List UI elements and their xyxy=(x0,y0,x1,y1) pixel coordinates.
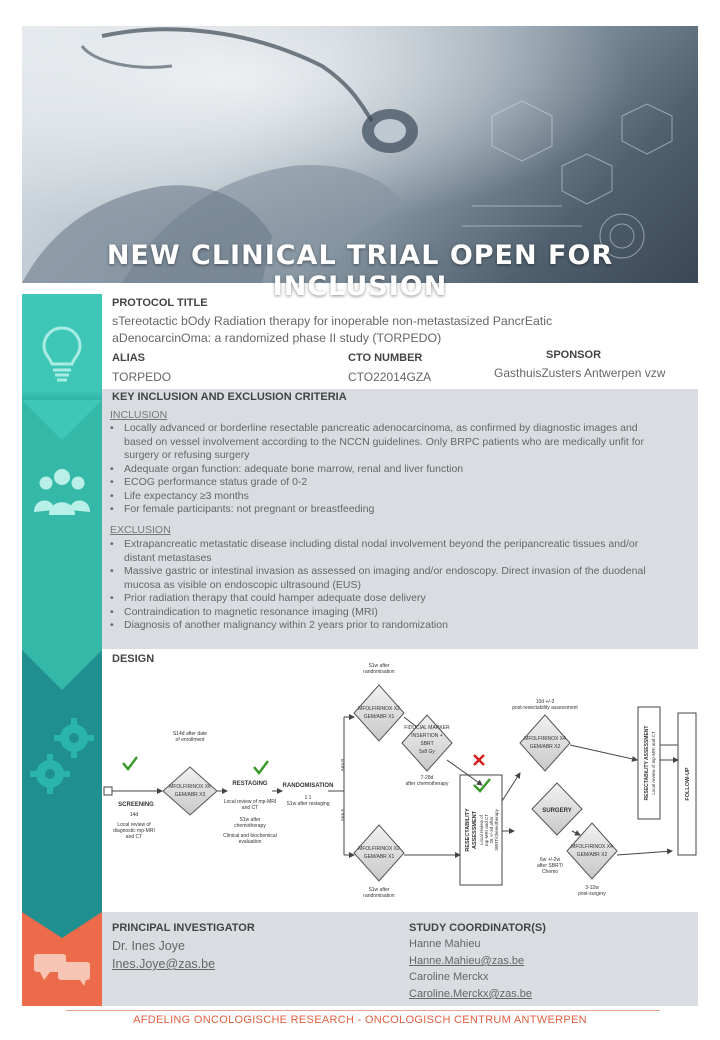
lightbulb-icon xyxy=(22,294,102,400)
protocol-title-line1: sTereotactic bOdy Radiation therapy for inoperable non-metastasized PancrEatic xyxy=(112,314,553,328)
arm-b2-top1: 10d +/-3 xyxy=(535,699,555,705)
criteria-heading: KEY INCLUSION AND EXCLUSION CRITERIA xyxy=(112,391,347,403)
hero-banner xyxy=(22,26,698,302)
arm-a2-label2: GEM/ABR X2 xyxy=(576,852,608,858)
coordinator1-name: Hanne Mahieu xyxy=(409,938,481,950)
restaging-note5: Clinical and biochemical xyxy=(223,833,277,839)
surgery-label: SURGERY xyxy=(542,808,572,814)
followup-label: FOLLOW-UP xyxy=(685,767,691,801)
coordinator2-email-link[interactable]: Caroline.Merckx@zas.be xyxy=(409,988,533,1000)
start-box xyxy=(104,787,112,795)
protocol-band xyxy=(22,294,102,400)
restaging-note6: evaluation xyxy=(238,839,262,845)
diamond-arm-a-1 xyxy=(354,825,404,881)
protocol-heading: PROTOCOL TITLE xyxy=(112,297,208,309)
randomisation-ratio: 1:1 xyxy=(304,795,312,801)
arm-b2-label2: GEM/ABR X2 xyxy=(529,744,561,750)
inclusion-criterion-line: surgery or refusing surgery xyxy=(124,449,250,461)
arm-a2-below2: post-surgery xyxy=(578,891,606,897)
sponsor-value: GasthuisZusters Antwerpen vzw xyxy=(494,366,666,380)
diamond-arm-a-2 xyxy=(567,823,617,879)
inclusion-criterion-line: • Adequate organ function: adequate bone marrow, renal and liver function xyxy=(124,462,464,475)
exclusion-criterion-line: • Extrapancreatic metastatic disease including distal nodal involvement beyond the peripancreatic tissues and/or xyxy=(124,538,639,550)
resect-note2: mp-MRI and CT xyxy=(484,813,489,847)
inclusion-criterion-line: • Life expectancy ≥3 months xyxy=(124,489,249,502)
restaging-note2: and CT xyxy=(241,805,259,811)
pi-heading: PRINCIPAL INVESTIGATOR xyxy=(112,922,255,934)
exclusion-criterion xyxy=(106,565,696,592)
surgery-note1: 6w +/-2w xyxy=(539,857,561,863)
arm-a-label1: MFOLFIRINOX X2 xyxy=(358,846,400,852)
randomisation-label: RANDOMISATION xyxy=(282,783,334,789)
induction-top1: S14d after date xyxy=(172,731,208,737)
cross-icon xyxy=(474,755,484,765)
alias-label: ALIAS xyxy=(112,352,145,364)
coordinator2-name: Caroline Merckx xyxy=(409,971,489,983)
induction-label1: MFOLFIRINOX X6 xyxy=(169,784,211,790)
sbrt-label1: FIDUCIAL MARKER xyxy=(404,725,450,731)
exclusion-list xyxy=(106,538,696,633)
arm-b-label1: MFOLFIRINOX X2 xyxy=(358,706,400,712)
exclusion-criterion xyxy=(106,606,696,620)
coordinators-heading: STUDY COORDINATOR(S) xyxy=(409,922,546,934)
resect-note4: SBRT/chemotherapy xyxy=(494,809,499,851)
surgery-note3: Chemo xyxy=(541,869,559,875)
arm-a-tag: Arm A xyxy=(340,808,345,822)
resect-title1: RESECTABILITY xyxy=(465,808,471,852)
inclusion-criterion xyxy=(106,476,696,490)
gears-icon xyxy=(22,650,102,912)
exclusion-criterion-line: • Contraindication to magnetic resonance imaging (MRI) xyxy=(124,605,378,618)
screening-label: SCREENING xyxy=(118,802,154,808)
inclusion-criterion xyxy=(106,463,696,477)
arm-b2-top2: post-resectability assessment xyxy=(512,705,578,711)
sponsor-label: SPONSOR xyxy=(546,349,602,361)
exclusion-criterion xyxy=(106,619,696,633)
arm-b2-label1: MFOLFIRINOX X4 xyxy=(524,736,566,742)
restaging-note3: S1w after xyxy=(239,817,261,823)
screening-note2: diagnostic mp-MRI xyxy=(113,828,155,834)
screening-days: 14d xyxy=(129,812,139,818)
contact-band xyxy=(22,912,102,1006)
sbrt-label4: 5x8 Gy xyxy=(419,749,435,755)
study-design-flowchart xyxy=(102,655,698,907)
pi-email-link[interactable]: Ines.Joye@zas.be xyxy=(112,957,216,971)
final-assessment-title: RESECTABILITY ASSESSMENT xyxy=(644,725,650,801)
pi-name: Dr. Ines Joye xyxy=(112,939,185,953)
inclusion-criterion-line: based on vessel involvement according to the NCCN guidelines. Only BRPC patients who are medically unfit for xyxy=(124,435,645,448)
footer-divider xyxy=(66,1010,660,1011)
screening-note3: and CT xyxy=(125,834,143,840)
criteria-band xyxy=(22,400,102,650)
arm-b-top2: randomisation xyxy=(363,669,395,675)
inclusion-list xyxy=(106,422,696,517)
sbrt-label3: SBRT xyxy=(420,741,434,747)
diamond-arm-b-2 xyxy=(520,715,570,771)
inclusion-criterion xyxy=(106,503,696,517)
cto-value: CTO22014GZA xyxy=(348,370,432,384)
sbrt-below2: after chemotherapy xyxy=(405,781,449,787)
screening-note1: Local review of xyxy=(117,822,151,828)
alias-value: TORPEDO xyxy=(112,370,172,384)
restaging-note4: chemotherapy xyxy=(234,823,266,829)
sbrt-below1: 7-28d xyxy=(420,775,434,781)
exclusion-criterion-line: mucosa as visible on endoscopic ultrasound (EUS) xyxy=(124,578,361,591)
resect-title2: ASSESSMENT xyxy=(472,811,478,849)
hero-title: NEW CLINICAL TRIAL OPEN FOR INCLUSION xyxy=(106,240,614,302)
sbrt-label2: INSERTION + xyxy=(411,733,443,739)
arm-a2-below1: 3-12w xyxy=(585,885,599,891)
randomisation-note: S1w after restaging xyxy=(286,801,330,807)
arm-b-top1: S1w after xyxy=(368,663,390,669)
inclusion-label: INCLUSION xyxy=(110,409,168,421)
diamond-induction xyxy=(163,767,217,815)
exclusion-criterion-line: • Massive gastric or intestinal invasion as assessed on imaging and/or endoscopy. Direct invasion of the duodenal xyxy=(124,565,646,577)
footer-text: AFDELING ONCOLOGISCHE RESEARCH - ONCOLOGISCH CENTRUM ANTWERPEN xyxy=(133,1014,587,1026)
surgery-note2: after SBRT/ xyxy=(536,863,564,869)
coordinator1-email-link[interactable]: Hanne.Mahieu@zas.be xyxy=(409,955,525,967)
design-heading: DESIGN xyxy=(112,653,155,665)
arm-a-below1: S1w after xyxy=(368,887,390,893)
inclusion-criterion xyxy=(106,490,696,504)
cto-label: CTO NUMBER xyxy=(348,352,423,364)
check-icon xyxy=(254,761,268,773)
design-band xyxy=(22,650,102,912)
restaging-label: RESTAGING xyxy=(232,781,268,787)
check-icon xyxy=(123,757,137,769)
final-assessment-note: Local review of mp-MRI and CT xyxy=(651,731,656,795)
inclusion-criterion-line: • Locally advanced or borderline resectable pancreatic adenocarcinoma, as confirmed by diagnostic images and xyxy=(124,422,638,434)
exclusion-criterion xyxy=(106,592,696,606)
exclusion-criterion xyxy=(106,538,696,565)
arm-b-tag: Arm B xyxy=(340,758,345,772)
resect-note1: Local review of xyxy=(479,814,484,846)
inclusion-criterion-line: • ECOG performance status grade of 0-2 xyxy=(124,476,308,488)
resect-note3: 28 +/-3d after xyxy=(489,816,494,844)
chat-bubbles-icon xyxy=(22,912,102,1006)
diamond-arm-b-1 xyxy=(354,685,404,741)
arm-b-label2: GEM/ABR X1 xyxy=(363,714,395,720)
exclusion-label: EXCLUSION xyxy=(110,524,171,536)
arm-a-label2: GEM/ABR X1 xyxy=(363,854,395,860)
exclusion-criterion-line: • Diagnosis of another malignancy within 2 years prior to randomization xyxy=(124,619,448,631)
arm-a2-label1: MFOLFIRINOX X4 xyxy=(571,844,613,850)
exclusion-criterion-line: distant metastases xyxy=(124,551,212,564)
inclusion-criterion xyxy=(106,422,696,463)
arm-a-below2: randomisation xyxy=(363,893,395,899)
people-icon xyxy=(22,400,102,650)
induction-top2: of enrollment xyxy=(175,737,205,743)
protocol-title-line2: aDenocarcinOma: a randomized phase II study (TORPEDO) xyxy=(112,331,442,345)
induction-label2: GEM/ABR X3 xyxy=(174,792,206,798)
inclusion-criterion-line: • For female participants: not pregnant or breastfeeding xyxy=(124,503,375,515)
exclusion-criterion-line: • Prior radiation therapy that could hamper adequate dose delivery xyxy=(124,592,426,604)
restaging-note1: Local review of mp-MRI xyxy=(223,799,277,805)
